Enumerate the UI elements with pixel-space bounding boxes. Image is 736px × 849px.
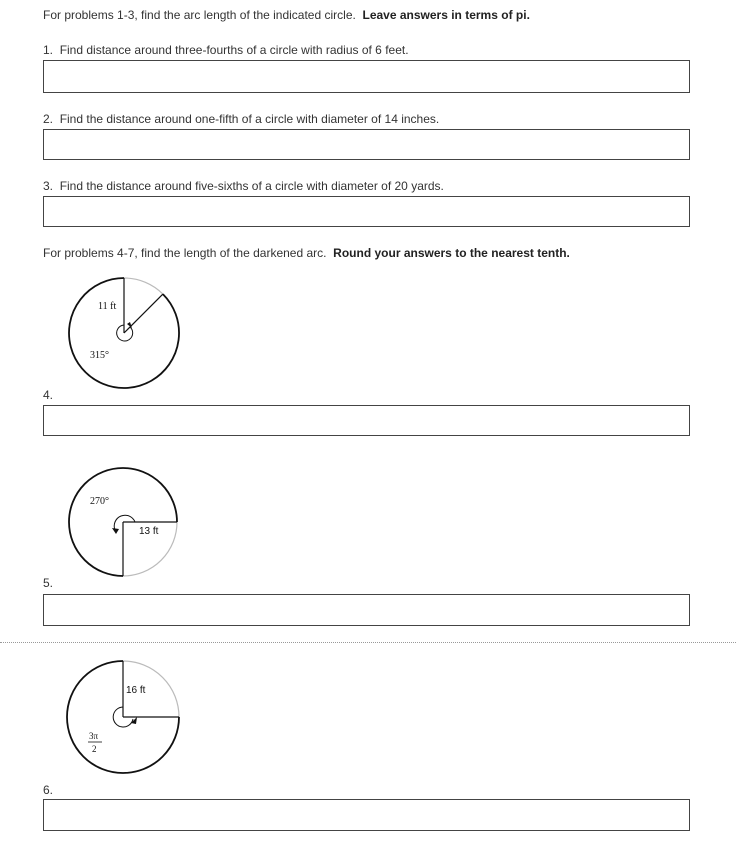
answer-1-input[interactable] bbox=[43, 60, 690, 93]
answer-3-input[interactable] bbox=[43, 196, 690, 227]
section1-instructions bbox=[43, 8, 530, 22]
figure-5-angle-arc bbox=[114, 515, 135, 530]
problem-3-prompt bbox=[43, 179, 444, 193]
section2-intro-text: For problems 4-7, find the length of the darkened arc. bbox=[43, 246, 327, 260]
figure-5-circle-diagram bbox=[60, 464, 190, 582]
problem-5-number: 5. bbox=[43, 576, 54, 590]
problem-6-number: 6. bbox=[43, 783, 54, 797]
problem-1-prompt bbox=[43, 43, 409, 57]
figure-6-angle-numerator: 3π bbox=[89, 731, 99, 741]
answer-4-input[interactable] bbox=[43, 405, 690, 436]
section2-instructions bbox=[43, 246, 570, 260]
problem-3-text: Find the distance around five-sixths of a circle with diameter of 20 yards. bbox=[59, 179, 444, 193]
page-break-divider bbox=[0, 642, 736, 643]
problem-4-number: 4. bbox=[43, 388, 54, 402]
figure-4-radius-label: 11 ft bbox=[98, 301, 117, 312]
problem-1-number: 1. bbox=[43, 43, 54, 57]
problem-2-text: Find the distance around one-fifth of a circle with diameter of 14 inches. bbox=[59, 112, 440, 126]
figure-6-angle-denominator: 2 bbox=[92, 744, 97, 754]
answer-6-input[interactable] bbox=[43, 799, 690, 831]
figure-5-angle-label: 270° bbox=[90, 496, 109, 507]
figure-6-radius-label: 16 ft bbox=[126, 685, 146, 696]
problem-1-text: Find distance around three-fourths of a circle with radius of 6 feet. bbox=[59, 43, 409, 57]
figure-5-radius-label: 13 ft bbox=[139, 526, 159, 537]
section1-intro-text: For problems 1-3, find the arc length of the indicated circle. bbox=[43, 8, 356, 22]
figure-4-angle-label: 315° bbox=[90, 350, 109, 361]
problem-2-number: 2. bbox=[43, 112, 54, 126]
answer-2-input[interactable] bbox=[43, 129, 690, 160]
problem-2-prompt bbox=[43, 112, 439, 126]
figure-6-angle-arrow-icon bbox=[131, 717, 137, 724]
figure-4-circle-diagram bbox=[60, 272, 190, 397]
problem-3-number: 3. bbox=[43, 179, 54, 193]
figure-4-light-arc bbox=[124, 278, 163, 294]
answer-5-input[interactable] bbox=[43, 594, 690, 626]
section1-intro-bold: Leave answers in terms of pi. bbox=[362, 8, 530, 22]
figure-4-radius-diagonal bbox=[124, 294, 163, 333]
figure-6-circle-diagram bbox=[60, 655, 190, 780]
figure-5-angle-arrow-icon bbox=[112, 528, 119, 534]
section2-intro-bold: Round your answers to the nearest tenth. bbox=[333, 246, 570, 260]
